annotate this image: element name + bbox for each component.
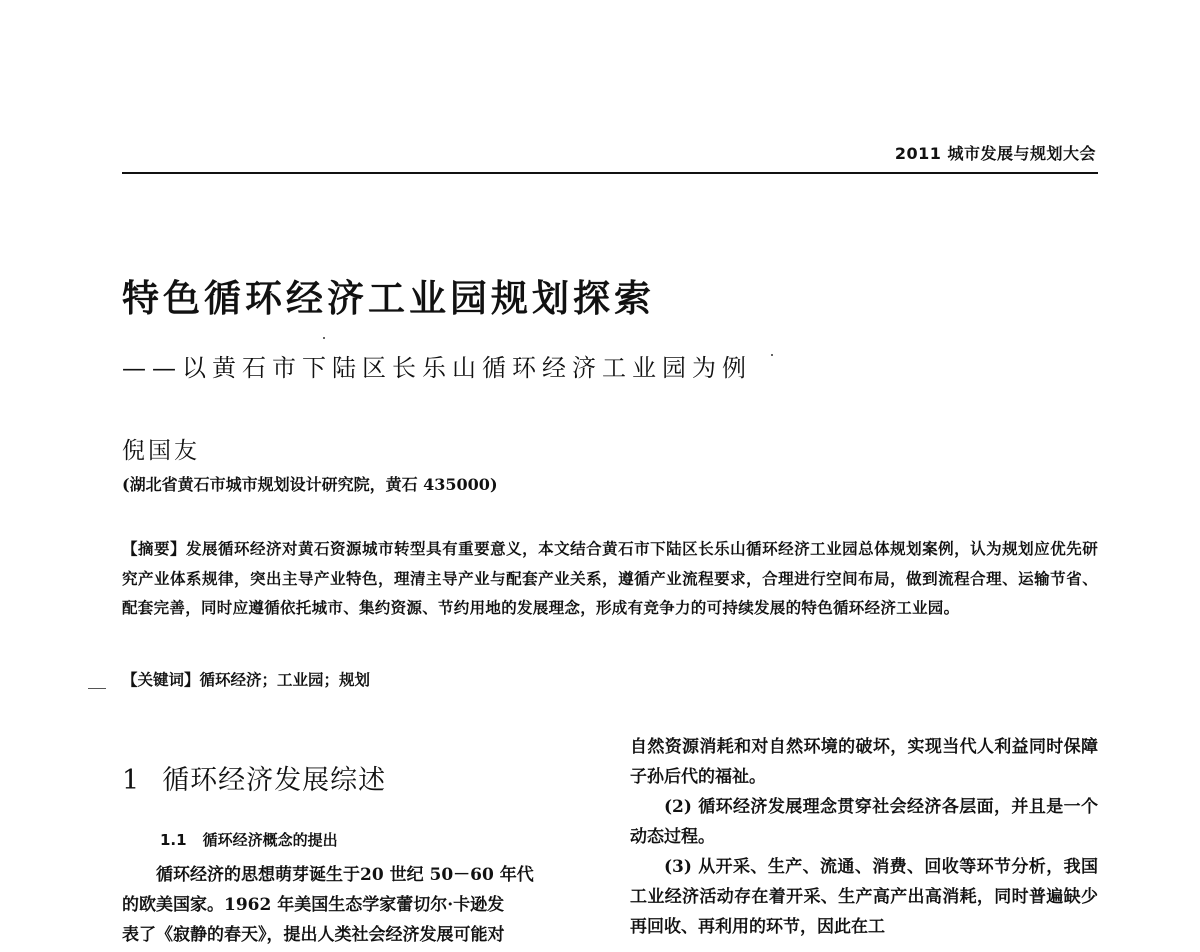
subsection-heading <box>160 829 338 850</box>
keywords-label: 【关键词】 <box>122 671 200 689</box>
left-column-body <box>122 860 590 950</box>
author-name: 倪国友 <box>122 438 200 464</box>
paragraph: (3) 从开采、生产、流通、消费、回收等环节分析，我国工业经济活动存在着开采、生产高产出高消耗，同时普遍缺少再回收、再利用的环节，因此在工 <box>630 857 1098 937</box>
body-line: 表了《寂静的春天》，提出人类社会经济发展可能对 <box>122 925 505 945</box>
section-number: 1 <box>122 765 141 796</box>
keywords-text: 循环经济；工业园；规划 <box>199 670 371 689</box>
subsection-number: 1.1 <box>160 831 187 849</box>
subsection-title: 循环经济概念的提出 <box>202 831 338 849</box>
article-subtitle: ——以黄石市下陆区长乐山循环经济工业园为例 <box>122 354 752 382</box>
abstract-text: 发展循环经济对黄石资源城市转型具有重要意义，本文结合黄石市下陆区长乐山循环经济工业园总体规划案例，认为规划应优先研究产业体系规律，突出主导产业特色，理清主导产业与配套产业关系，遵循产业流程要求，合理进行空间布局，做到流程合理、运输节省、配套完善，同时应遵循依托城市、集约资源、节约用地的发展理念，形成有竞争力的可持续发展的特色循环经济工业园。 <box>122 539 1098 617</box>
paragraph: (2) 循环经济发展理念贯穿社会经济各层面，并且是一个动态过程。 <box>630 797 1098 847</box>
right-column-body <box>630 732 1098 942</box>
paragraph: 自然资源消耗和对自然环境的破坏，实现当代人利益同时保障子孙后代的福祉。 <box>630 737 1098 787</box>
article-title: 特色循环经济工业园规划探索 <box>122 277 655 320</box>
author-affiliation: (湖北省黄石市城市规划设计研究院，黄石 435000) <box>122 475 498 494</box>
header-rule <box>122 172 1098 174</box>
body-line: 的欧美国家。1962 年美国生态学家蕾切尔·卡逊发 <box>122 895 505 915</box>
abstract-label: 【摘要】 <box>122 540 187 558</box>
running-head: 2011 城市发展与规划大会 <box>894 144 1096 163</box>
keywords <box>122 668 370 690</box>
scan-speck <box>323 337 325 339</box>
section-heading <box>122 758 386 797</box>
section-title: 循环经济发展综述 <box>162 765 387 796</box>
scan-speck <box>771 354 773 356</box>
body-line: 循环经济的思想萌芽诞生于20 世纪 50－60 年代 <box>156 865 534 885</box>
margin-mark <box>88 688 106 689</box>
abstract <box>122 534 1098 622</box>
